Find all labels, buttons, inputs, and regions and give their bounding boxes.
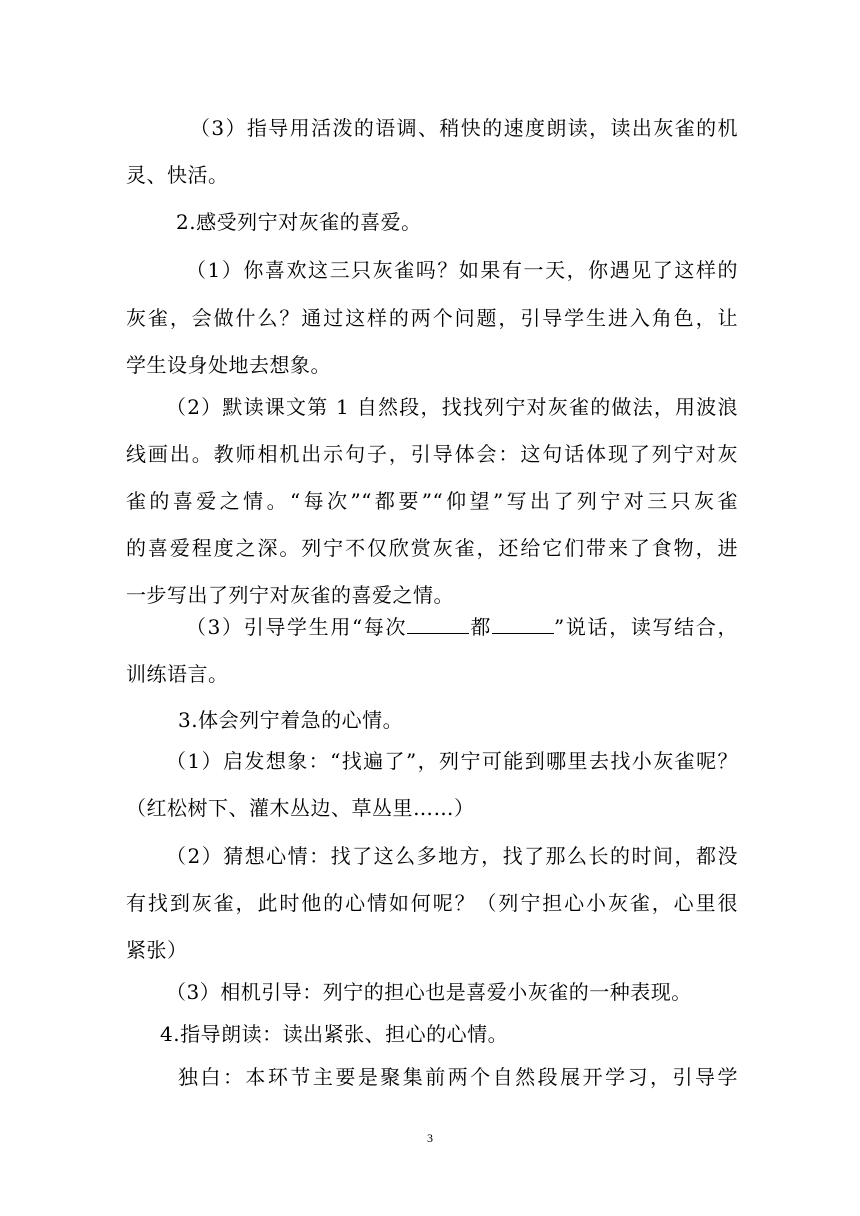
text-line: 线画出。教师相机出示句子，引导体会：这句话体现了列宁对灰 [126, 442, 738, 466]
fill-in-blank [492, 613, 554, 634]
text-line: （红松树下、灌木丛边、草丛里……） [126, 796, 475, 820]
text-line: 独白：本环节主要是聚集前两个自然段展开学习，引导学 [178, 1065, 738, 1089]
text-line: 灰雀，会做什么？通过这样的两个问题，引导学生进入角色，让 [126, 306, 738, 330]
fill-in-blank [407, 613, 469, 634]
text-line: 一步写出了列宁对灰雀的喜爱之情。 [126, 583, 454, 607]
text-line: （3）指导用活泼的语调、稍快的速度朗读，读出灰雀的机 [190, 116, 738, 140]
text-line: 的喜爱程度之深。列宁不仅欣赏灰雀，还给它们带来了食物，进 [126, 536, 738, 560]
text-line: （2）默读课文第 1 自然段，找找列宁对灰雀的做法，用波浪 [166, 395, 738, 419]
text-line: 学生设身处地去想象。 [126, 353, 331, 377]
text-line: （2）猜想心情：找了这么多地方，找了那么长的时间，都没 [166, 844, 738, 868]
text-line: 紧张） [126, 938, 188, 962]
section-heading: 4.指导朗读：读出紧张、担心的心情。 [160, 1022, 509, 1046]
text-line: 训练语言。 [126, 662, 229, 686]
section-heading: 3.体会列宁着急的心情。 [178, 708, 404, 732]
section-heading: 2.感受列宁对灰雀的喜爱。 [176, 210, 422, 234]
text-line: 雀的喜爱之情。“每次”“都要”“仰望”写出了列宁对三只灰雀 [126, 489, 738, 513]
text-line: 灵、快活。 [126, 163, 229, 187]
text-line: （3）相机引导：列宁的担心也是喜爱小灰雀的一种表现。 [166, 980, 692, 1004]
text-line: 有找到灰雀，此时他的心情如何呢？（列宁担心小灰雀，心里很 [126, 891, 738, 915]
text-segment: 都 [469, 615, 493, 639]
text-segment: （3）引导学生用“每次 [186, 615, 408, 639]
text-line: （1）启发想象：“找遍了”，列宁可能到哪里去找小灰雀呢？ [166, 749, 738, 773]
text-line: （1）你喜欢这三只灰雀吗？如果有一天，你遇见了这样的 [186, 258, 738, 282]
text-line-with-blanks [186, 613, 738, 641]
text-segment: ”说话，读写结合， [554, 615, 739, 639]
page-number: 3 [427, 1131, 433, 1145]
